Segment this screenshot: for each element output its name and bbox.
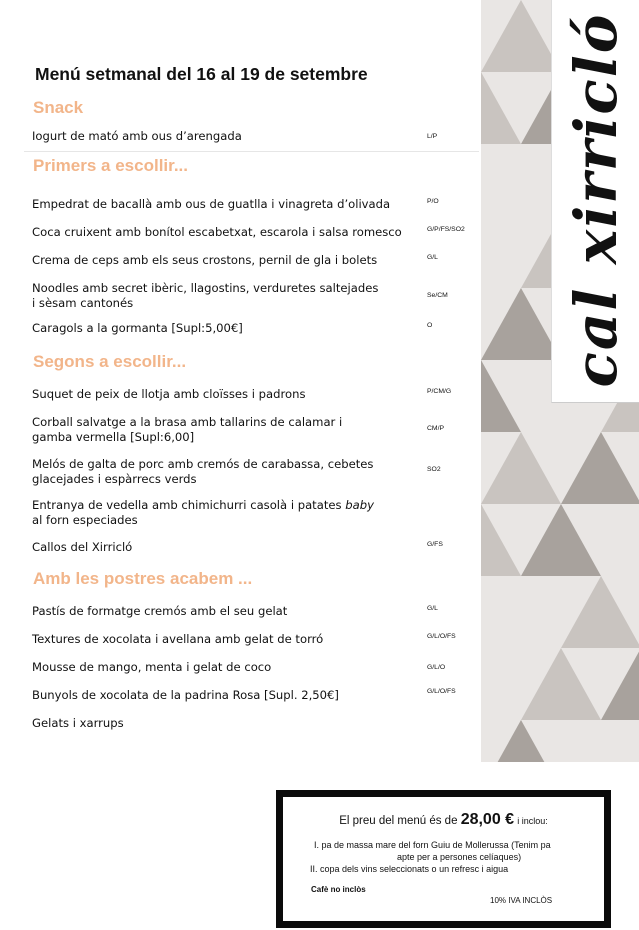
menu-item [32,253,412,268]
menu-item [32,498,412,528]
coffee-note: Cafè no inclòs [311,885,366,894]
section-heading-primers: Primers a escollir... [33,156,188,175]
menu-item-text: Textures de xocolata i avellana amb gelat de torró [32,632,324,646]
menu-item [32,321,412,336]
allergen-code: P/O [427,198,439,205]
menu-item-text: Coca cruixent amb bonítol escabetxat, escarola i salsa romesco [32,225,402,239]
menu-item-text: Corball salvatge a la brasa amb tallarins de calamar i [32,415,343,429]
allergen-code: O [427,322,433,329]
included-item-drinks: II. copa dels vins seleccionats o un refresc i aigua [310,864,509,874]
brand-logo: cal xirricló [562,12,630,388]
menu-item-text: Gelats i xarrups [32,716,124,730]
allergen-code: G/L [427,605,438,612]
divider [24,151,479,152]
menu-item-text: al forn especiades [32,513,138,527]
menu-item-text: Noodles amb secret ibèric, llagostins, verduretes saltejades [32,281,379,295]
menu-item [32,660,412,675]
menu-item [32,688,412,703]
allergen-code: CM/P [427,425,444,432]
menu-item [32,197,412,212]
allergen-code: G/FS [427,541,443,548]
menu-item-text: Entranya de vedella amb chimichurri casolà i patates baby [32,498,374,512]
menu-item-text: Caragols a la gormanta [Supl:5,00€] [32,321,243,335]
allergen-code: Se/CM [427,292,448,299]
menu-item [32,604,412,619]
included-item-bread-cont: apte per a persones celíaques) [397,852,522,862]
menu-item-text: Iogurt de mató amb ous d’arengada [32,129,242,143]
allergen-code: G/L [427,254,438,261]
menu-item-text: Empedrat de bacallà amb ous de guatlla i vinagreta d’olivada [32,197,391,211]
price-amount: 28,00 € [460,811,515,828]
menu-item-text: Melós de galta de porc amb cremós de carabassa, cebetes [32,457,374,471]
menu-item [32,716,412,731]
menu-item-text: Bunyols de xocolata de la padrina Rosa [Supl. 2,50€] [32,688,339,702]
menu-item [32,457,412,487]
allergen-code: P/CM/G [427,388,452,395]
menu-item-text: glacejades i espàrrecs verds [32,472,197,486]
price-prefix: El preu del menú és de [339,815,458,827]
page-title: Menú setmanal del 16 al 19 de setembre [35,64,368,84]
included-item-bread: I. pa de massa mare del forn Guiu de Mollerussa (Tenim pa [314,840,551,850]
menu-item [32,415,412,445]
allergen-code: G/P/FS/SO2 [427,226,465,233]
allergen-code: L/P [427,133,438,140]
menu-item-text: Crema de ceps amb els seus crostons, pernil de gla i bolets [32,253,378,267]
menu-item-text: i sèsam cantonés [32,296,134,310]
price-box-content [283,797,604,921]
price-suffix: i inclou: [517,816,548,826]
allergen-code: G/L/O [427,664,446,671]
allergen-code: SO2 [427,466,441,473]
menu-item-text: Callos del Xirricló [32,540,133,554]
menu-item-text: Suquet de peix de llotja amb cloïsses i padrons [32,387,306,401]
price-box [276,790,611,928]
menu-item-text: Pastís de formatge cremós amb el seu gelat [32,604,288,618]
menu-item [32,540,412,555]
menu-item [32,129,412,144]
allergen-code: G/L/O/FS [427,633,456,640]
menu-item-text: gamba vermella [Supl:6,00] [32,430,195,444]
price-heading [283,811,604,829]
section-heading-snack: Snack [33,98,84,117]
section-heading-segons: Segons a escollir... [33,352,187,371]
allergen-code: G/L/O/FS [427,688,456,695]
menu-item [32,281,412,311]
section-heading-postres: Amb les postres acabem ... [33,569,253,588]
vat-note: 10% IVA INCLÒS [490,896,553,905]
menu-item [32,225,412,240]
menu-item-text: Mousse de mango, menta i gelat de coco [32,660,272,674]
logo-panel [551,0,639,403]
menu-item [32,632,412,647]
menu-item [32,387,412,402]
